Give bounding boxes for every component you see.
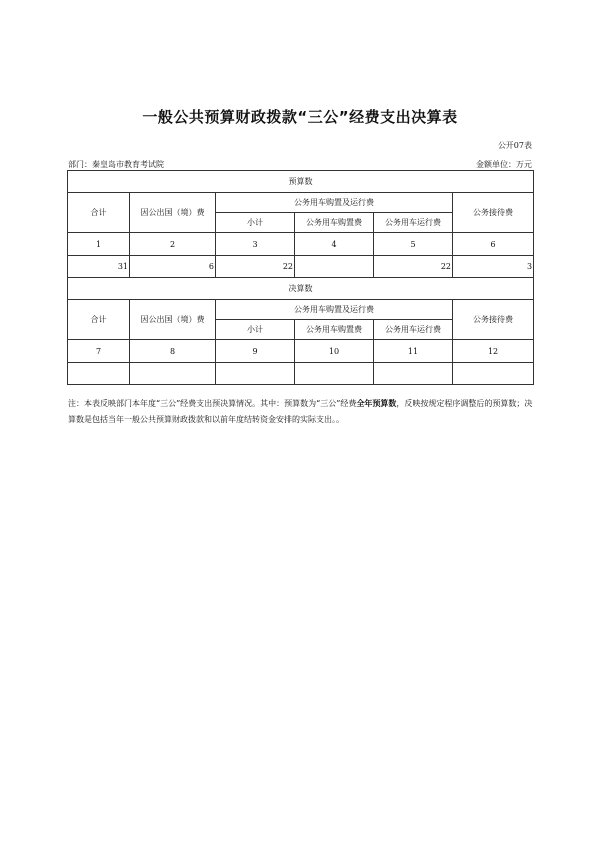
final-index-cell: 11 [374, 340, 453, 363]
final-section-header: 决算数 [68, 278, 534, 300]
budget-index-cell: 2 [130, 233, 216, 256]
final-header-vehicle-group: 公务用车购置及运行费 [216, 300, 453, 320]
budget-index-row [68, 233, 534, 256]
form-number: 公开07表 [497, 141, 532, 150]
budget-header-abroad: 因公出国（境）费 [130, 193, 216, 233]
final-header-vehicle-operation: 公务用车运行费 [374, 320, 453, 340]
final-value-abroad [130, 363, 216, 385]
note-text-part2: ，反映按规定程序调整后的预算数；决算数是包括当年一般公共预算财政拨款和以前年度结转资金安排的实际支出。。 [68, 399, 533, 424]
budget-header-subtotal: 小计 [216, 213, 295, 233]
final-value-vehicle-operation [374, 363, 453, 385]
budget-index-cell: 1 [68, 233, 130, 256]
department-label: 部门：秦皇岛市教育考试院 [68, 160, 164, 169]
note-text-part1: 注：本表反映部门本年度“三公”经费支出预决算情况。其中：预算数为“三公”经费 [68, 399, 357, 408]
final-index-cell: 9 [216, 340, 295, 363]
budget-value-vehicle-purchase [295, 256, 374, 278]
budget-header-reception: 公务接待费 [453, 193, 534, 233]
final-value-row [68, 363, 534, 385]
final-value-reception [453, 363, 534, 385]
final-index-cell: 12 [453, 340, 534, 363]
budget-index-cell: 4 [295, 233, 374, 256]
final-index-cell: 8 [130, 340, 216, 363]
budget-header-vehicle-group: 公务用车购置及运行费 [216, 193, 453, 213]
three-public-expenses-table [67, 170, 534, 385]
final-value-subtotal [216, 363, 295, 385]
final-header-vehicle-purchase: 公务用车购置费 [295, 320, 374, 340]
final-value-vehicle-purchase [295, 363, 374, 385]
final-header-abroad: 因公出国（境）费 [130, 300, 216, 340]
budget-index-cell: 3 [216, 233, 295, 256]
budget-index-cell: 6 [453, 233, 534, 256]
budget-value-total: 31 [68, 256, 130, 278]
amount-unit-label: 金额单位：万元 [476, 160, 532, 169]
budget-value-reception: 3 [453, 256, 534, 278]
budget-header-vehicle-purchase: 公务用车购置费 [295, 213, 374, 233]
final-header-total: 合计 [68, 300, 130, 340]
budget-index-cell: 5 [374, 233, 453, 256]
page-title: 一般公共预算财政拨款“三公”经费支出决算表 [142, 108, 458, 126]
budget-section-header: 预算数 [68, 171, 534, 193]
note-text-bold: 全年预算数 [356, 399, 397, 408]
final-index-row [68, 340, 534, 363]
budget-value-vehicle-operation: 22 [374, 256, 453, 278]
budget-header-total: 合计 [68, 193, 130, 233]
final-index-cell: 10 [295, 340, 374, 363]
final-header-subtotal: 小计 [216, 320, 295, 340]
final-value-total [68, 363, 130, 385]
final-header-reception: 公务接待费 [453, 300, 534, 340]
budget-value-subtotal: 22 [216, 256, 295, 278]
table-note [68, 396, 536, 428]
budget-value-row [68, 256, 534, 278]
final-index-cell: 7 [68, 340, 130, 363]
budget-value-abroad: 6 [130, 256, 216, 278]
budget-header-vehicle-operation: 公务用车运行费 [374, 213, 453, 233]
